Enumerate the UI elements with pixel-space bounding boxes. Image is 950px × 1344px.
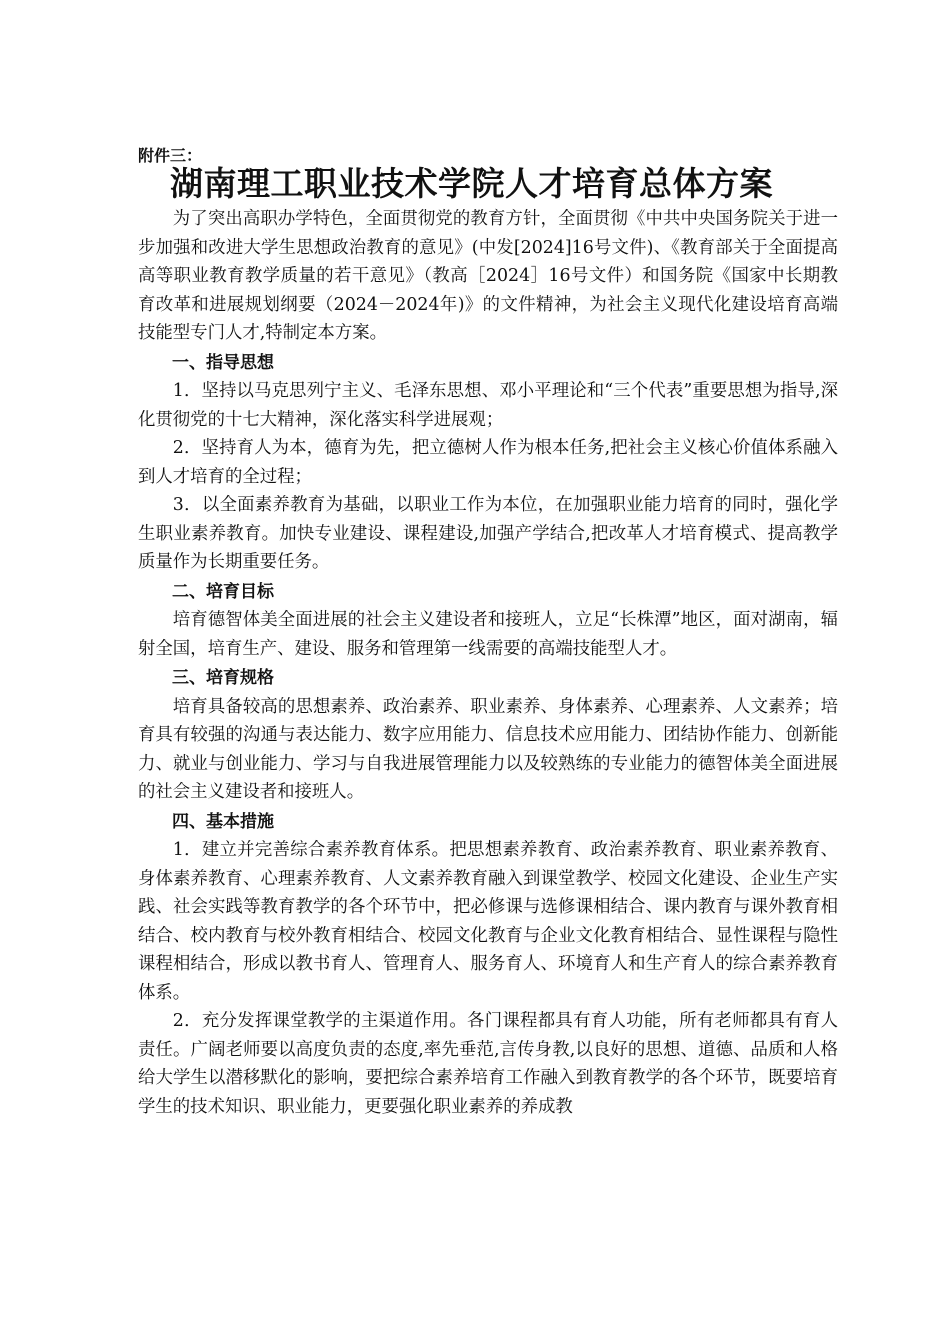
paragraph: 2．坚持育人为本，德育为先，把立德树人作为根本任务,把社会主义核心价值体系融入到人才培育的全过程； bbox=[138, 438, 838, 487]
paragraph: 1．建立并完善综合素养教育体系。把思想素养教育、政治素养教育、职业素养教育、身体素养教育、心理素养教育、人文素养教育融入到课堂教学、校园文化建设、企业生产实践、社会实践等教育教学的各个环节中，把必修课与选修课相结合、课内教育与课外教育相结合、校内教育与校外教育相结合、校园文化教育与企业文化教育相结合、显性课程与隐性课程相结合，形成以教书育人、管理育人、服务育人、环境育人和生产育人的综合素养教育体系。 bbox=[138, 840, 838, 1003]
section-heading-basic-measures: 四、基本措施 bbox=[172, 811, 274, 832]
paragraph: 培育具备较高的思想素养、政治素养、职业素养、身体素养、心理素养、人文素养；培育具有较强的沟通与表达能力、数字应用能力、信息技术应用能力、团结协作能力、创新能力、就业与创业能力、学习与自我进展管理能力以及较熟练的专业能力的德智体美全面进展的社会主义建设者和接班人。 bbox=[138, 696, 838, 802]
section-heading-training-goals: 二、培育目标 bbox=[172, 581, 274, 602]
document-body bbox=[138, 205, 838, 1121]
attachment-label: 附件三： bbox=[138, 146, 203, 165]
intro-paragraph: 为了突出高职办学特色，全面贯彻党的教育方针，全面贯彻《中共中央国务院关于进一步加强和改进大学生思想政治教育的意见》(中发[2024]16号文件)、《教育部关于全面提高高等职业教育教学质量的若干意见》（教高［2024］16号文件）和国务院《国家中长期教育改革和进展规划纲要（2024－2024年)》的文件精神，为社会主义现代化建设培育高端技能型专门人才,特制定本方案。 bbox=[138, 209, 838, 343]
paragraph: 2．充分发挥课堂教学的主渠道作用。各门课程都具有育人功能，所有老师都具有育人责任。广阔老师要以高度负责的态度,率先垂范,言传身教,以良好的思想、道德、品质和人格给大学生以潜移默化的影响，要把综合素养培育工作融入到教育教学的各个环节，既要培育学生的技术知识、职业能力，更要强化职业素养的养成教 bbox=[138, 1011, 838, 1117]
section-heading-training-specs: 三、培育规格 bbox=[172, 668, 274, 688]
paragraph: 培育德智体美全面进展的社会主义建设者和接班人，立足“长株潭”地区，面对湖南，辐射全国，培育生产、建设、服务和管理第一线需要的高端技能型人才。 bbox=[138, 610, 838, 659]
document-title: 湖南理工职业技术学院人才培育总体方案 bbox=[170, 164, 773, 203]
section-heading-guiding-ideology: 一、指导思想 bbox=[172, 352, 274, 373]
paragraph: 1．坚持以马克思列宁主义、毛泽东思想、邓小平理论和“三个代表”重要思想为指导,深化贯彻党的十七大精神，深化落实科学进展观； bbox=[138, 381, 838, 430]
paragraph: 3．以全面素养教育为基础，以职业工作为本位，在加强职业能力培育的同时，强化学生职业素养教育。加快专业建设、课程建设,加强产学结合,把改革人才培育模式、提高教学质量作为长期重要任务。 bbox=[138, 495, 838, 572]
